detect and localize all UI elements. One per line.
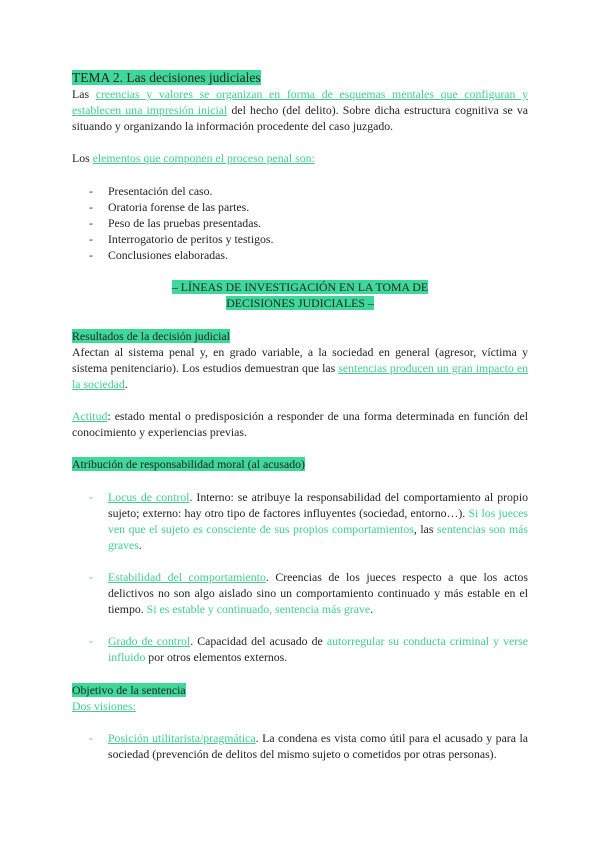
locus-text: . Interno: se atribuye la responsabilidad del comportamiento al propio sujeto; externo: hay otro tipo de factores influyentes (sociedad, entorno…). bbox=[108, 490, 528, 520]
grado-text: . Capacidad del acusado de bbox=[190, 634, 327, 648]
actitud-paragraph bbox=[72, 408, 528, 440]
actitud-term: Actitud bbox=[72, 409, 108, 423]
document-page bbox=[72, 70, 528, 762]
list-item: - Presentación del caso. bbox=[72, 183, 528, 199]
grado-term: Grado de control bbox=[108, 634, 191, 648]
resultados-text: Afectan al sistema penal y, en grado variable, a la sociedad en general (agresor, víctima y sistema penitenciario). Los estudios demuestran que las bbox=[72, 345, 528, 375]
list-item-estabilidad bbox=[72, 569, 528, 617]
lineas-line1: – LÍNEAS DE INVESTIGACIÓN EN LA TOMA DE bbox=[171, 280, 429, 294]
resultados-paragraph bbox=[72, 344, 528, 392]
elementos-list bbox=[72, 183, 528, 263]
locus-green2: sentencias son más graves bbox=[108, 522, 528, 552]
resultados-link: sentencias producen un gran impacto en la sociedad bbox=[72, 361, 528, 391]
intro-post: del hecho (del delito). Sobre dicha estructura cognitiva se va situando y organizando la información procedente del caso juzgado. bbox=[72, 103, 529, 133]
atribucion-heading: Atribución de responsabilidad moral (al acusado) bbox=[72, 457, 305, 471]
list-item: - Interrogatorio de peritos y testigos. bbox=[72, 231, 528, 247]
intro-link: creencias y valores se organizan en forma de esquemas mentales que configuran y establecen una impresión inicial bbox=[72, 87, 529, 117]
estabilidad-term: Estabilidad del comportamiento bbox=[108, 570, 266, 584]
posicion-text: . La condena es vista como útil para el acusado y para la sociedad (prevención de delitos del mismo sujeto o cometidos por otras personas). bbox=[108, 731, 528, 761]
list-item-posicion bbox=[72, 730, 528, 762]
objetivo-sub: Dos visiones: bbox=[72, 699, 136, 713]
list-item-grado bbox=[72, 633, 528, 665]
locus-term: Locus de control bbox=[108, 490, 190, 504]
list-item: - Conclusiones elaboradas. bbox=[72, 247, 528, 263]
resultados-post: . bbox=[124, 377, 128, 391]
list-item: - Peso de las pruebas presentadas. bbox=[72, 215, 528, 231]
estabilidad-green: Si es estable y continuado, sentencia más grave bbox=[146, 602, 371, 616]
intro-pre: Las bbox=[72, 87, 96, 101]
section-heading-lineas bbox=[72, 279, 528, 311]
locus-green: Si los jueces ven que el sujeto es consciente de sus propios comportamientos bbox=[108, 506, 528, 536]
estabilidad-text: . Creencias de los jueces respecto a que los actos delictivos no son algo aislado sino un comportamiento continuado y más estable en el tiempo. bbox=[108, 570, 529, 616]
objetivo-heading: Objetivo de la sentencia bbox=[72, 683, 186, 697]
grado-post: por otros elementos externos. bbox=[145, 650, 288, 664]
elementos-link: elementos que componen el proceso penal son: bbox=[92, 151, 315, 165]
posicion-term: Posición utilitarista/pragmática bbox=[108, 731, 256, 745]
actitud-text: : estado mental o predisposición a responder de una forma determinada en función del conocimiento y experiencias previas. bbox=[72, 409, 528, 439]
resultados-heading: Resultados de la decisión judicial bbox=[72, 329, 230, 343]
intro-paragraph bbox=[72, 86, 528, 134]
elementos-pre: Los bbox=[72, 151, 93, 165]
list-item: - Oratoria forense de las partes. bbox=[72, 199, 528, 215]
estabilidad-post: . bbox=[370, 602, 374, 616]
objetivo-list bbox=[72, 730, 528, 762]
locus-mid: , las bbox=[413, 522, 438, 536]
atribucion-list bbox=[72, 489, 528, 665]
elementos-paragraph bbox=[72, 150, 528, 166]
grado-green: autorregular su conducta criminal y verse influido bbox=[108, 634, 528, 664]
locus-post: . bbox=[138, 538, 142, 552]
lineas-line2: DECISIONES JUDICIALES – bbox=[226, 296, 374, 310]
page-title: TEMA 2. Las decisiones judiciales bbox=[72, 70, 261, 85]
list-item-locus bbox=[72, 489, 528, 553]
